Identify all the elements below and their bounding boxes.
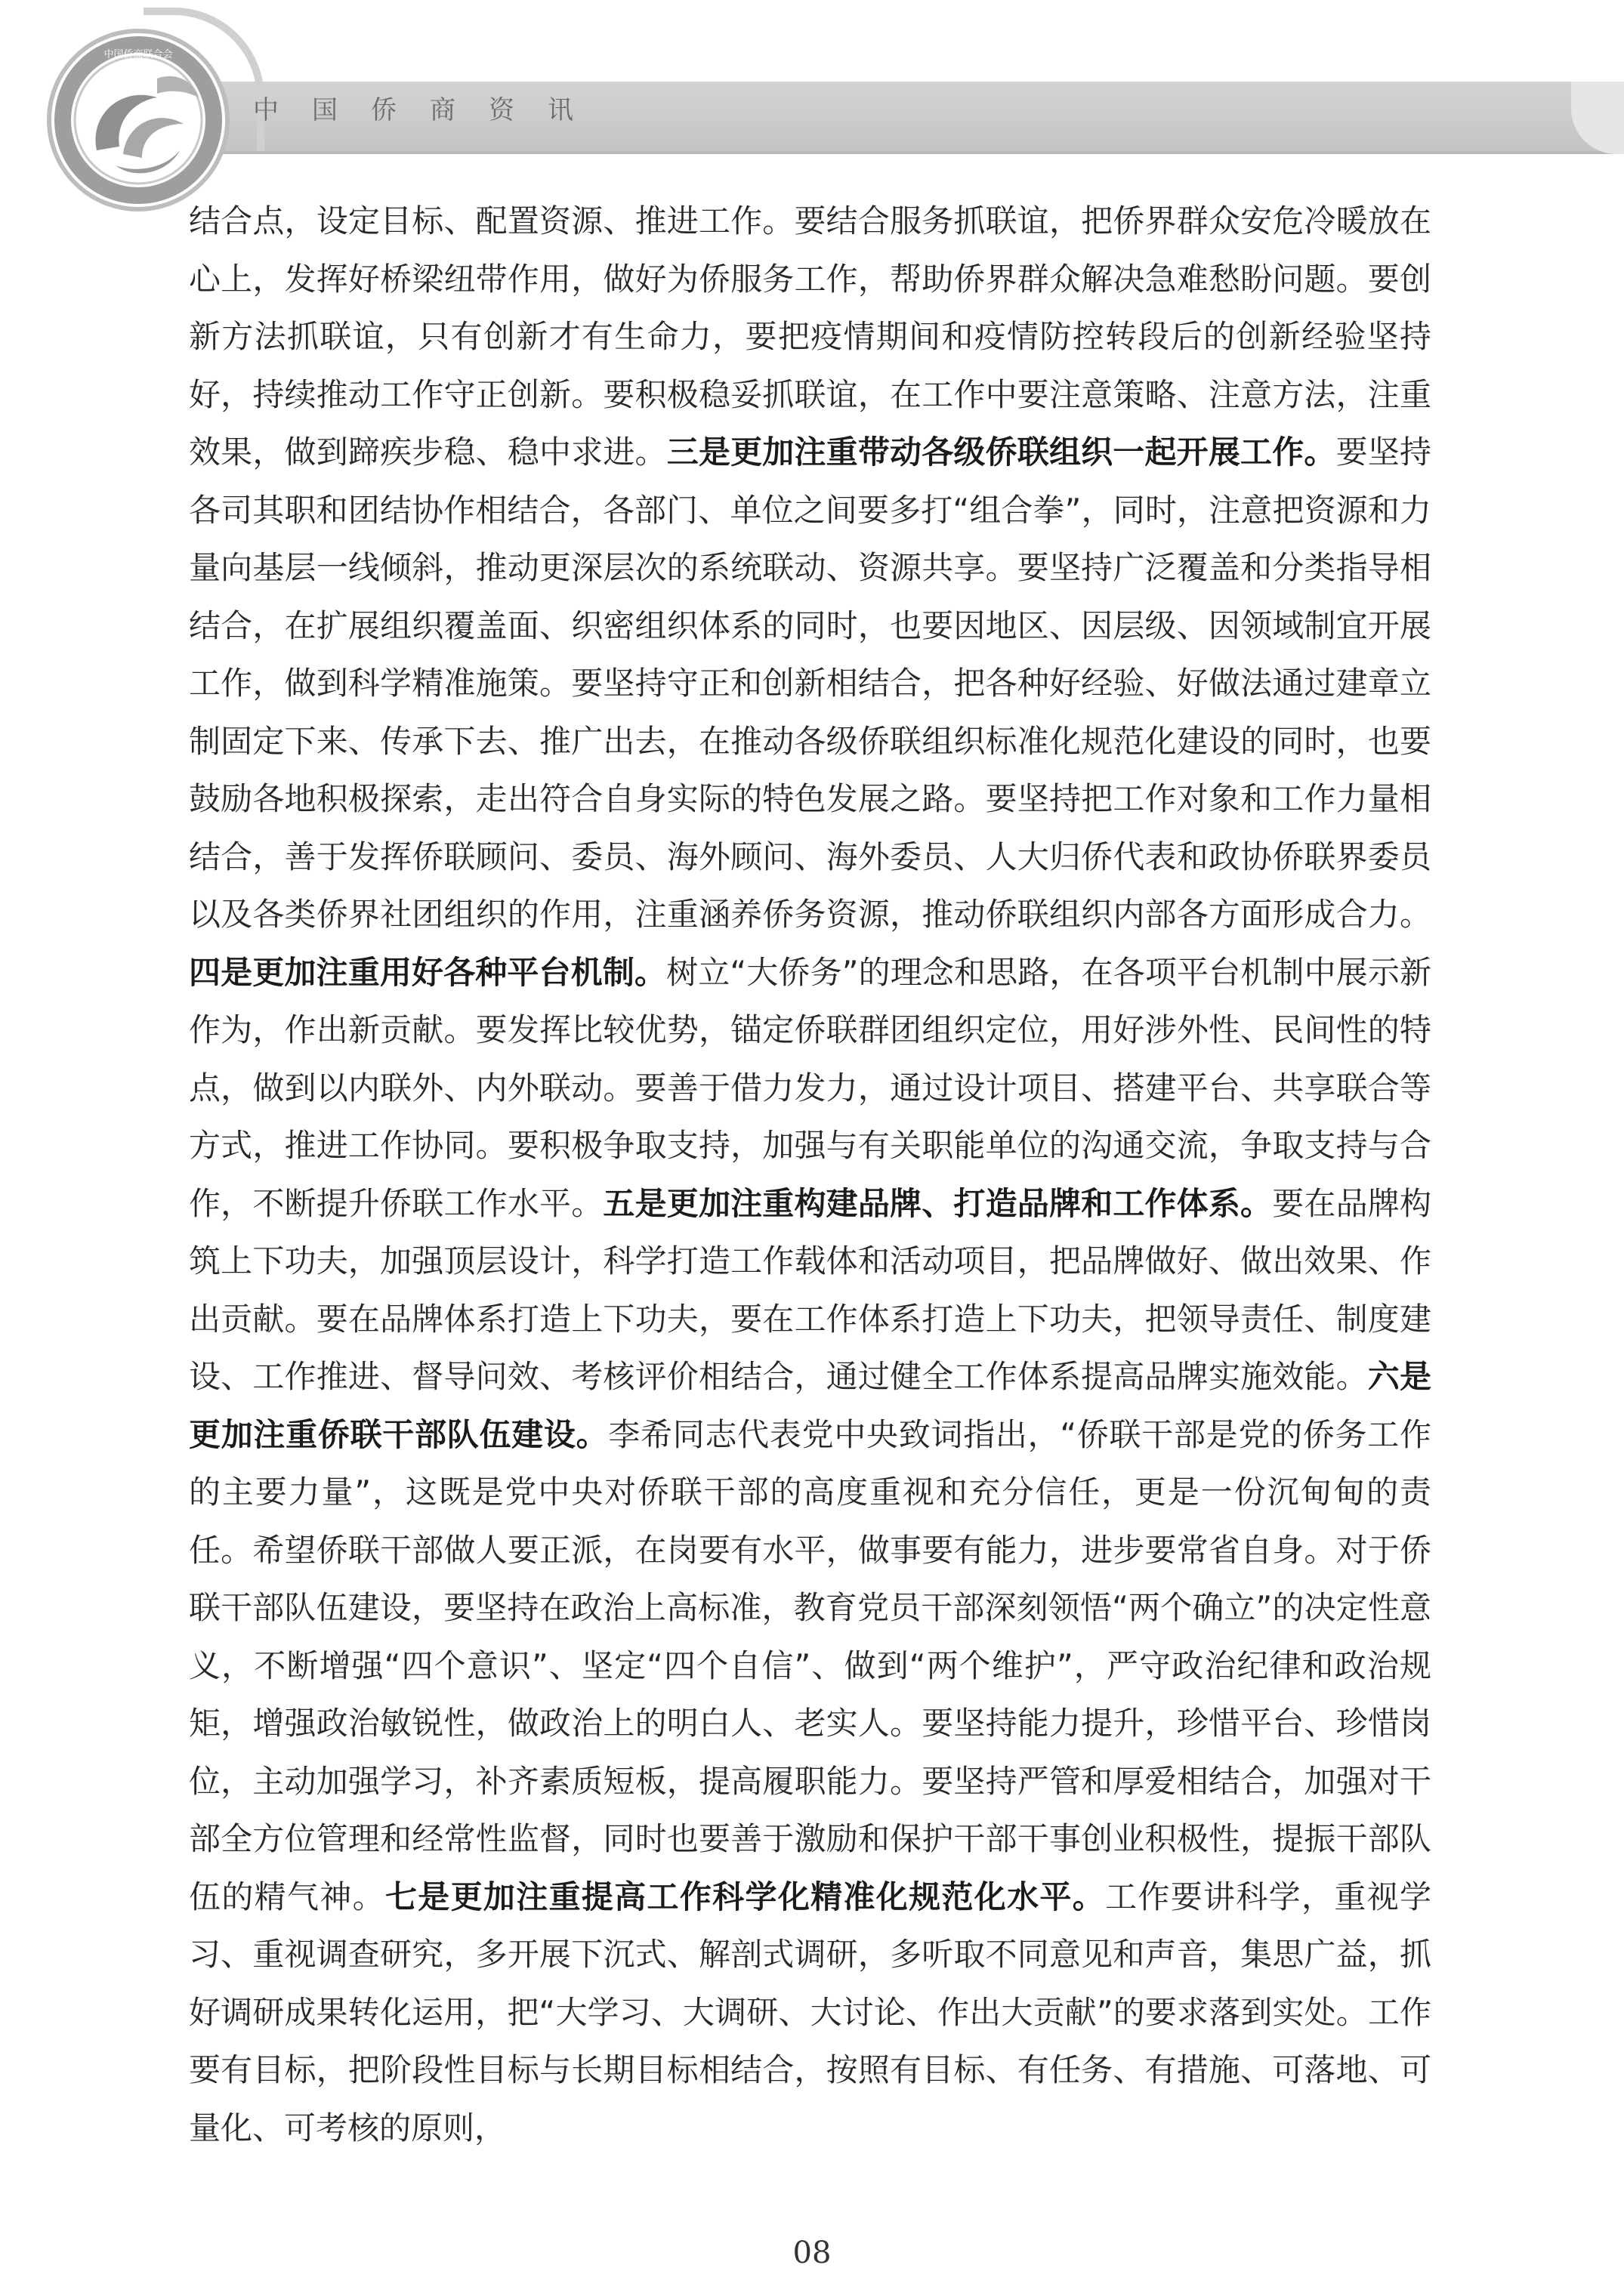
- logo-swoosh: [144, 8, 264, 151]
- text-run: 要坚持各司其职和团结协作相结合，各部门、单位之间要多打“组合拳”，同时，注意把资源和力量向基层一线倾斜，推动更深层次的系统联动、资源共享。要坚持广泛覆盖和分类指导相结合，在扩展组织覆盖面、织密组织体系的同时，也要因地区、因层级、因领域制宜开展工作，做到科学精准施策。要坚持守正和创新相结合，把各种好经验、好做法通过建章立制固定下来、传承下去、推广出去，在推动各级侨联组织标准化规范化建设的同时，也要鼓励各地积极探索，走出符合自身实际的特色发展之路。要坚持把工作对象和工作力量相结合，善于发挥侨联顾问、委员、海外顾问、海外委员、人大归侨代表和政协侨联界委员以及各类侨界社团组织的作用，注重涵养侨务资源，推动侨联组织内部各方面形成合力。: [189, 434, 1431, 933]
- text-run: 树立“大侨务”的理念和思路，在各项平台机制中展示新作为，作出新贡献。要发挥比较优势，锚定侨联群团组织定位，用好涉外性、民间性的特点，做到以内联外、内外联动。要善于借力发力，通过设计项目、搭建平台、共享联合等方式，推进工作协同。要积极争取支持，加强与有关职能单位的沟通交流，争取支持与合作，不断提升侨联工作水平。: [189, 953, 1431, 1222]
- bold-heading-run: 五是更加注重构建品牌、打造品牌和工作体系。: [603, 1184, 1273, 1222]
- bold-heading-run: 三是更加注重带动各级侨联组织一起开展工作。: [666, 434, 1336, 471]
- page-number: 08: [792, 2236, 832, 2270]
- bold-heading-run: 六是更加注重侨联干部队伍建设。: [189, 1358, 1431, 1453]
- text-run: 工作要讲科学，重视学习、重视调查研究，多开展下沉式、解剖式调研，多听取不同意见和声音，集思广益，抓好调研成果转化运用，把“大学习、大调研、大讨论、作出大贡献”的要求落到实处。工作要有目标，把阶段性目标与长期目标相结合，按照有目标、有任务、有措施、可落地、可量化、可考核的原则，: [189, 1878, 1431, 2146]
- header-rule: [113, 151, 1624, 154]
- header-title: 中国侨商资讯: [253, 95, 607, 125]
- body-paragraph: [189, 193, 1431, 2157]
- text-run: 李希同志代表党中央致词指出，“侨联干部是党的侨务工作的主要力量”，这既是党中央对侨联干部的高度重视和充分信任，更是一份沉甸甸的责任。希望侨联干部做人要正派，在岗要有水平，做事要有能力，进步要常省自身。对于侨联干部队伍建设，要坚持在政治上高标准，教育党员干部深刻领悟“两个确立”的决定性意义，不断增强“四个意识”、坚定“四个自信”、做到“两个维护”，严守政治纪律和政治规矩，增强政治敏锐性，做政治上的明白人、老实人。要坚持能力提升，珍惜平台、珍惜岗位，主动加强学习，补齐素质短板，提高履职能力。要坚持严管和厚爱相结合，加强对干部全方位管理和经常性监督，同时也要善于激励和保护干部干事创业积极性，提振干部队伍的精气神。: [189, 1415, 1431, 1915]
- text-run: 结合点，设定目标、配置资源、推进工作。要结合服务抓联谊，把侨界群众安危冷暖放在心上，发挥好桥梁纽带作用，做好为侨服务工作，帮助侨界群众解决急难愁盼问题。要创新方法抓联谊，只有创新才有生命力，要把疫情期间和疫情防控转段后的创新经验坚持好，持续推动工作守正创新。要积极稳妥抓联谊，在工作中要注意策略、注意方法，注重效果，做到蹄疾步稳、稳中求进。: [189, 202, 1431, 471]
- bold-heading-run: 七是更加注重提高工作科学化精准化规范化水平。: [384, 1878, 1106, 1915]
- text-run: 要在品牌构筑上下功夫，加强顶层设计，科学打造工作载体和活动项目，把品牌做好、做出效果、作出贡献。要在品牌体系打造上下功夫，要在工作体系打造上下功夫，把领导责任、制度建设、工作推进、督导问效、考核评价相结合，通过健全工作体系提高品牌实施效能。: [189, 1184, 1431, 1395]
- logo-text: 中国侨商联合会: [103, 49, 173, 60]
- bold-heading-run: 四是更加注重用好各种平台机制。: [189, 953, 667, 991]
- article-body: [189, 193, 1431, 2157]
